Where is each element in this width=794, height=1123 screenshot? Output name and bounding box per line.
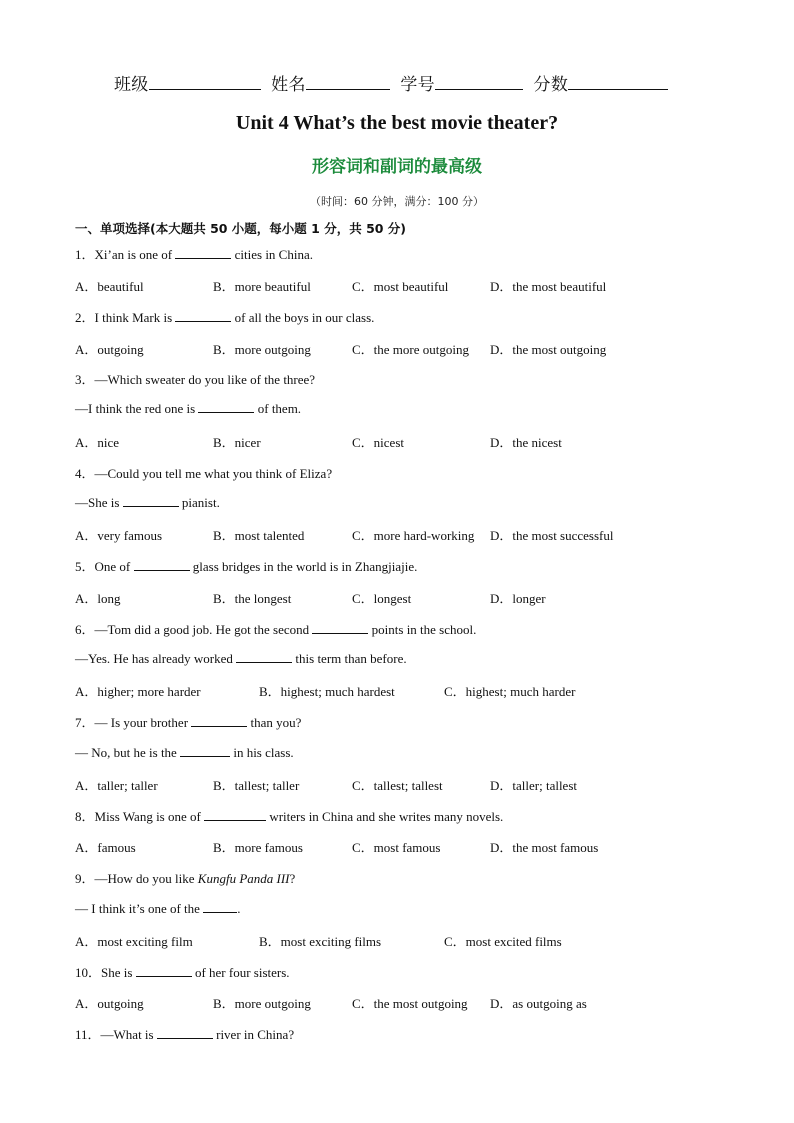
answer-blank[interactable] [175,246,231,259]
option[interactable]: D．longer [490,591,546,606]
option[interactable]: B．the longest [213,591,292,606]
answer-blank[interactable] [312,621,368,634]
answer-blank[interactable] [198,400,254,413]
option[interactable]: A．higher; more harder [75,684,201,699]
option[interactable]: A．outgoing [75,996,144,1011]
question-9-line-2: — I think it’s one of the . [75,901,241,916]
option[interactable]: D．the nicest [490,435,562,450]
answer-blank[interactable] [136,964,192,977]
option[interactable]: A．taller; taller [75,778,158,793]
option[interactable]: D．taller; tallest [490,778,578,793]
option[interactable]: B．more beautiful [213,279,311,294]
question-3-line-2: —I think the red one is of them. [75,401,302,416]
option[interactable]: C．longest [352,591,412,606]
answer-blank[interactable] [203,900,237,913]
option[interactable]: A．nice [75,435,120,450]
answer-blank[interactable] [123,494,179,507]
option[interactable]: B．nicer [213,435,261,450]
option[interactable]: C．more hard-working [352,528,475,543]
question-4-line-2: —She is pianist. [75,495,220,510]
option[interactable]: A．beautiful [75,279,144,294]
section-heading: 一、单项选择(本大题共 50 小题，每小题 1 分，共 50 分) [75,221,407,236]
class-label: 班级 [114,75,149,94]
page-title: Unit 4 What’s the best movie theater? [235,112,559,134]
option[interactable]: C．the more outgoing [352,342,469,357]
answer-blank[interactable] [175,309,231,322]
name-label: 姓名 [271,75,306,94]
option[interactable]: D．the most successful [490,528,614,543]
option[interactable]: C．nicest [352,435,404,450]
option[interactable]: B．more famous [213,840,303,855]
option[interactable]: C．the most outgoing [352,996,468,1011]
answer-blank[interactable] [236,650,292,663]
option[interactable]: D．the most famous [490,840,599,855]
question-8: 8．Miss Wang is one of writers in China and she writes many novels. [75,809,504,824]
answer-blank[interactable] [204,808,266,821]
option[interactable]: C．most famous [352,840,441,855]
option[interactable]: D．the most outgoing [490,342,607,357]
student-info-line [114,70,674,95]
option[interactable]: B．highest; much hardest [259,684,395,699]
option[interactable]: A．long [75,591,121,606]
option[interactable]: A．outgoing [75,342,144,357]
question-11: 11．—What is river in China? [75,1027,295,1042]
question-3: 3．—Which sweater do you like of the three? [75,372,316,387]
number-label: 学号 [400,75,435,94]
option[interactable]: B．more outgoing [213,342,311,357]
question-6: 6．—Tom did a good job. He got the second points in the school. [75,622,477,637]
answer-blank[interactable] [157,1026,213,1039]
option[interactable]: C．most beautiful [352,279,449,294]
page-subtitle: 形容词和副词的最高级 [312,157,482,177]
time-note: （时间：60 分钟，满分：100 分） [310,195,484,208]
answer-blank[interactable] [191,714,247,727]
option[interactable]: B．tallest; taller [213,778,300,793]
option[interactable]: D．as outgoing as [490,996,587,1011]
question-5: 5．One of glass bridges in the world is in Zhangjiajie. [75,559,418,574]
question-7: 7．— Is your brother than you? [75,715,302,730]
question-10: 10．She is of her four sisters. [75,965,290,980]
score-field[interactable] [568,75,668,90]
question-1: 1．Xi’an is one of cities in China. [75,247,313,262]
class-field[interactable] [149,75,261,90]
option[interactable]: D．the most beautiful [490,279,607,294]
score-label: 分数 [533,75,569,94]
question-2: 2．I think Mark is of all the boys in our class. [75,310,375,325]
option[interactable]: B．most talented [213,528,305,543]
question-7-line-2: — No, but he is the in his class. [75,745,294,760]
option[interactable]: C．most excited films [444,934,562,949]
question-9: 9．—How do you like Kungfu Panda III? [75,871,296,886]
option[interactable]: C．tallest; tallest [352,778,443,793]
question-6-line-2: —Yes. He has already worked this term than before. [75,651,407,666]
number-field[interactable] [435,75,523,90]
option[interactable]: C．highest; much harder [444,684,576,699]
answer-blank[interactable] [134,558,190,571]
answer-blank[interactable] [180,744,230,757]
option[interactable]: B．most exciting films [259,934,382,949]
movie-title: Kungfu Panda III [197,871,290,886]
name-field[interactable] [306,75,390,90]
option[interactable]: B．more outgoing [213,996,311,1011]
option[interactable]: A．very famous [75,528,163,543]
option[interactable]: A．famous [75,840,136,855]
question-4: 4．—Could you tell me what you think of Eliza? [75,466,333,481]
option[interactable]: A．most exciting film [75,934,193,949]
